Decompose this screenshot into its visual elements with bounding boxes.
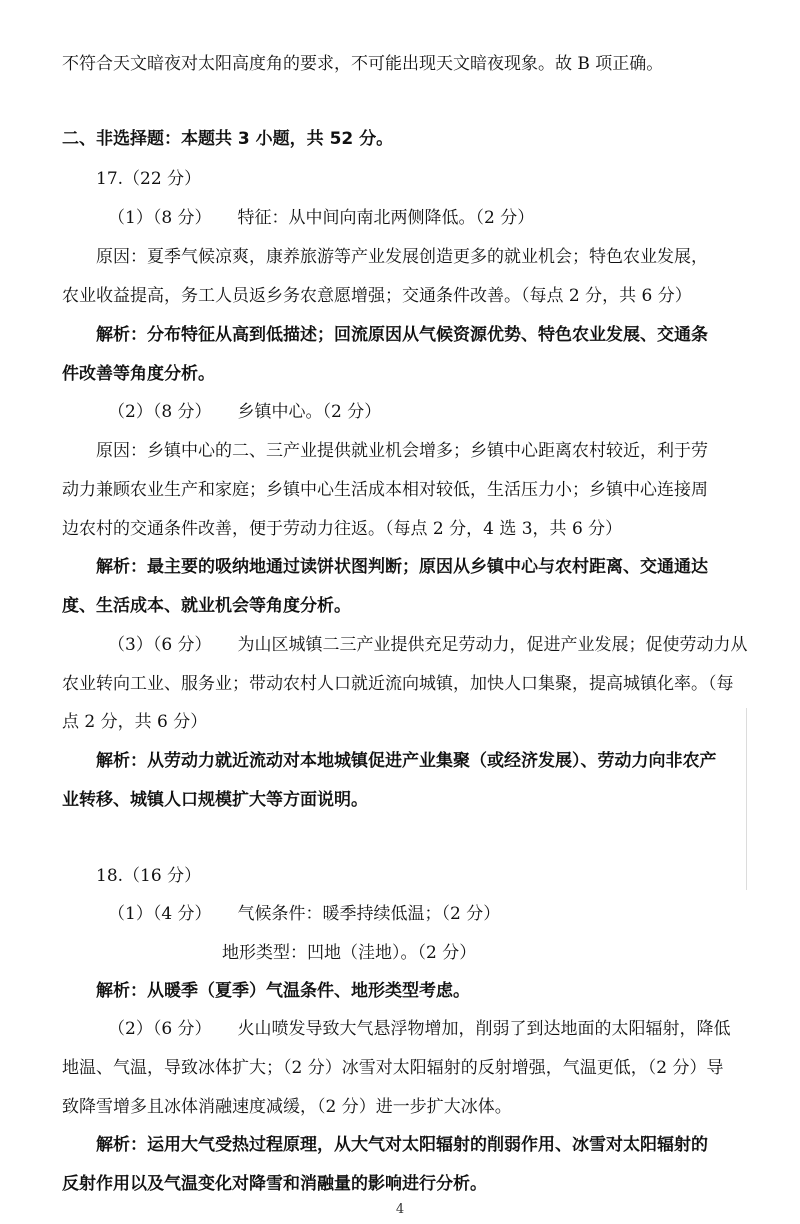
page-number: 4 [395, 1202, 405, 1217]
q18-part1-climate: 气候条件：暖季持续低温；（2 分） [237, 904, 501, 924]
text-line: 农业转向工业、服务业；带动农村人口就近流向城镇，加快人口集聚，提高城镇化率。（每 [62, 674, 734, 694]
analysis-line: 解析：运用大气受热过程原理，从大气对太阳辐射的削弱作用、冰雪对太阳辐射的 [96, 1135, 708, 1155]
q17-part3-answer [108, 637, 748, 654]
analysis-line: 业转移、城镇人口规模扩大等方面说明。 [62, 790, 368, 810]
text-line: 原因：乡镇中心的二、三产业提供就业机会增多；乡镇中心距离农村较近，利于劳 [96, 441, 708, 461]
analysis-line: 解析：从劳动力就近流动对本地城镇促进产业集聚（或经济发展）、劳动力向非农产 [96, 751, 717, 771]
q18-part1-answer [108, 906, 500, 923]
text-line: 边农村的交通条件改善，便于劳动力往返。（每点 2 分，4 选 3，共 6 分） [62, 519, 623, 539]
q18-part1-label: （1）（4 分） [108, 904, 212, 924]
text-line: 动力兼顾农业生产和家庭；乡镇中心生活成本相对较低，生活压力小；乡镇中心连接周 [62, 480, 708, 500]
q17-part1-answer [108, 210, 534, 227]
question-17-heading: 17.（22 分） [96, 169, 202, 189]
q17-part2-location: 乡镇中心。（2 分） [237, 402, 382, 422]
text-line: 致降雪增多且冰体消融速度减缓，（2 分）进一步扩大冰体。 [62, 1097, 512, 1117]
text-line: 点 2 分，共 6 分） [62, 712, 208, 732]
text-line: 原因：夏季气候凉爽，康养旅游等产业发展创造更多的就业机会；特色农业发展， [96, 247, 708, 267]
page-edge-line [746, 708, 747, 890]
q17-part1-feature: 特征：从中间向南北两侧降低。（2 分） [237, 208, 535, 228]
analysis-line: 解析：最主要的吸纳地通过读饼状图判断；原因从乡镇中心与农村距离、交通通达 [96, 557, 708, 577]
analysis-line: 件改善等角度分析。 [62, 364, 215, 384]
q17-part2-label: （2）（8 分） [108, 402, 212, 422]
analysis-line: 度、生活成本、就业机会等角度分析。 [62, 596, 351, 616]
q17-part3-label: （3）（6 分） [108, 635, 212, 655]
q18-part2-answer [108, 1021, 731, 1038]
section-heading: 二、非选择题：本题共 3 小题，共 52 分。 [62, 129, 394, 149]
q17-part3-text: 为山区城镇二三产业提供充足劳动力，促进产业发展；促使劳动力从 [237, 635, 748, 655]
q18-part2-text: 火山喷发导致大气悬浮物增加，削弱了到达地面的太阳辐射，降低 [237, 1019, 731, 1039]
analysis-line: 解析：从暖季（夏季）气温条件、地形类型考虑。 [96, 981, 470, 1001]
q17-part1-label: （1）（8 分） [108, 208, 212, 228]
q17-part2-answer [108, 404, 381, 421]
question-18-heading: 18.（16 分） [96, 866, 202, 886]
q18-part1-terrain: 地形类型：凹地（洼地）。（2 分） [222, 943, 477, 963]
text-line: 地温、气温，导致冰体扩大；（2 分）冰雪对太阳辐射的反射增强，气温更低，（2 分）导 [62, 1058, 724, 1078]
text-line: 不符合天文暗夜对太阳高度角的要求，不可能出现天文暗夜现象。故 B 项正确。 [62, 54, 664, 74]
analysis-line: 解析：分布特征从高到低描述；回流原因从气候资源优势、特色农业发展、交通条 [96, 325, 708, 345]
analysis-line: 反射作用以及气温变化对降雪和消融量的影响进行分析。 [62, 1174, 487, 1194]
q18-part2-label: （2）（6 分） [108, 1019, 212, 1039]
text-line: 农业收益提高，务工人员返乡务农意愿增强；交通条件改善。（每点 2 分，共 6 分） [62, 286, 692, 306]
